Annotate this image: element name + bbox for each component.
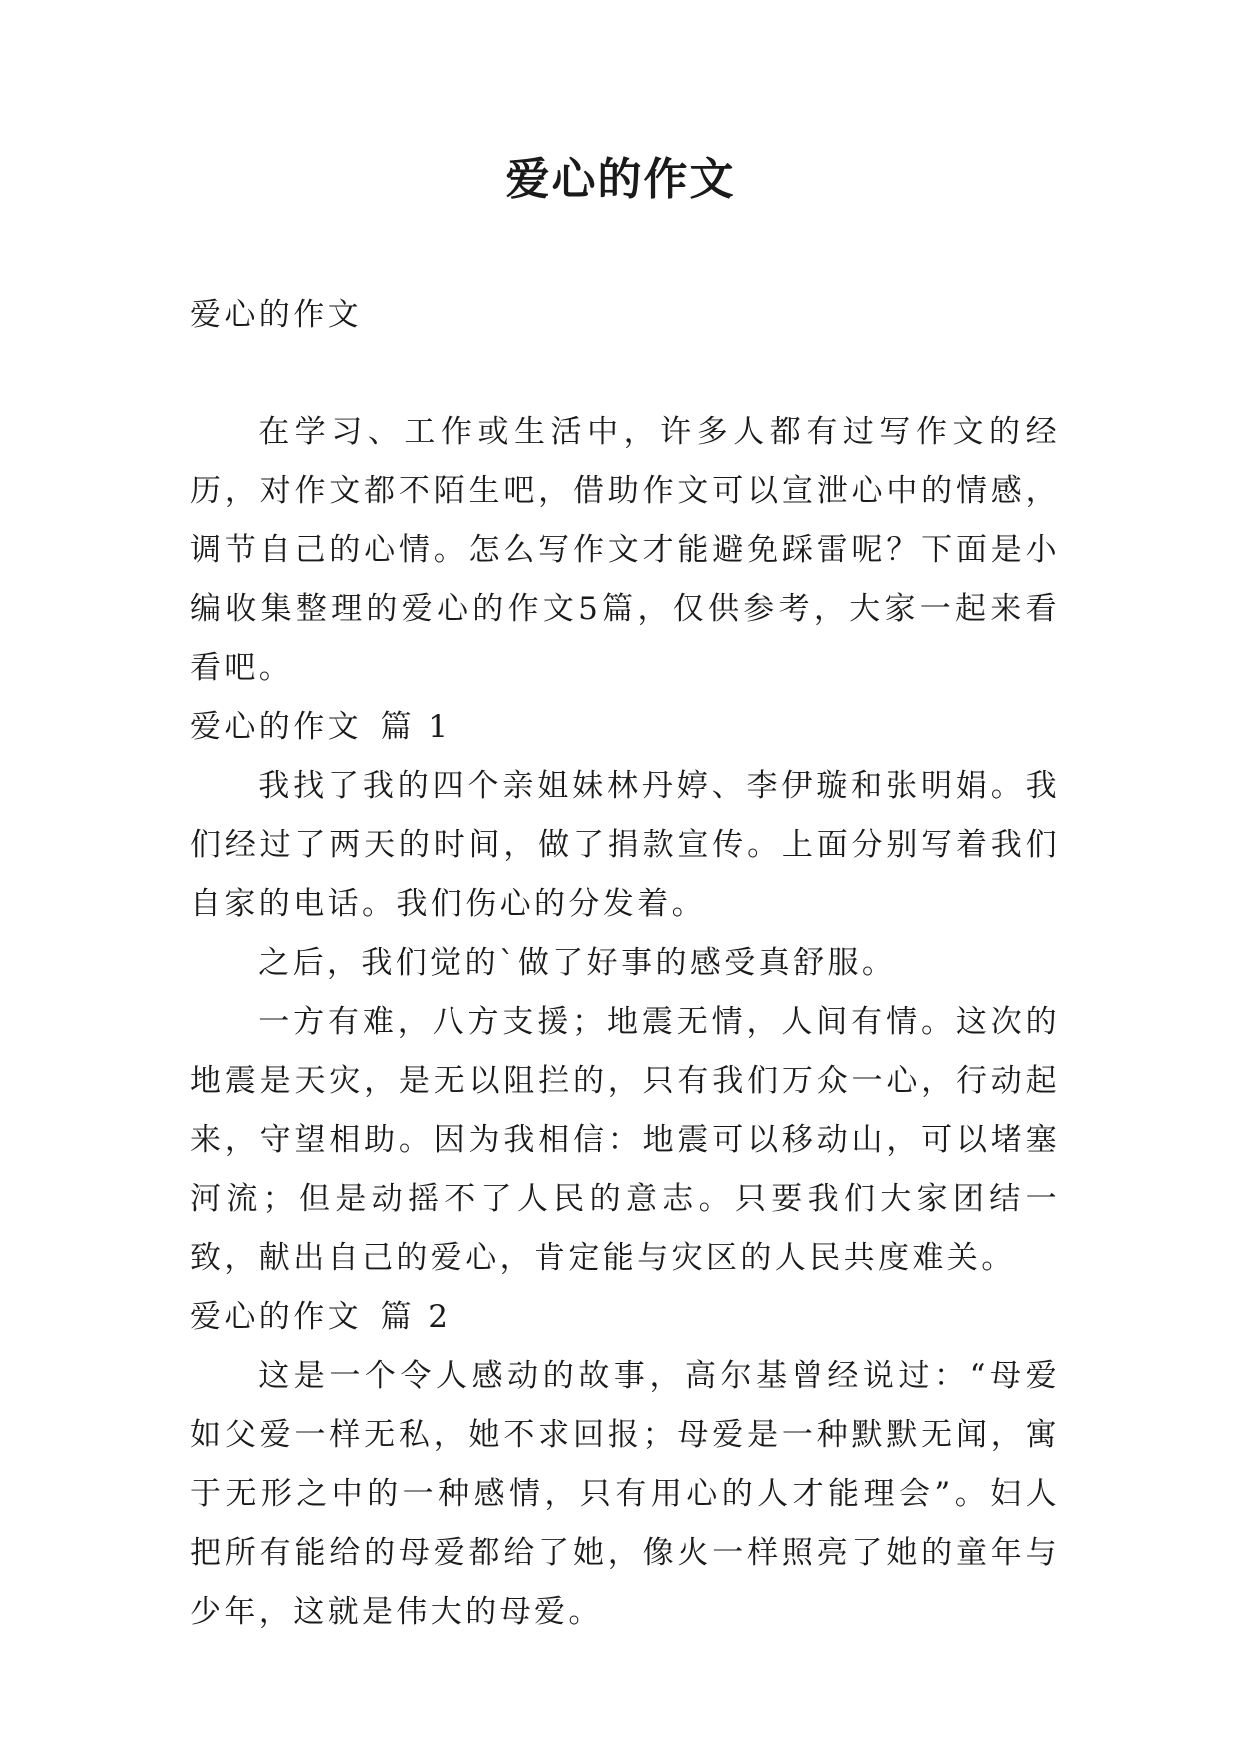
document-title: 爱心的作文 <box>505 154 736 205</box>
section-paragraph: 这是一个令人感动的故事，高尔基曾经说过：“母爱如父爱一样无私，她不求回报；母爱是一种默默无闻，寓于无形之中的一种感情，只有用心的人才能理会”。妇人把所有能给的母爱都给了她，像火一样照亮了她的童年与少年，这就是伟大的母爱。 <box>190 1358 1060 1630</box>
section-heading-text: 爱心的作文 <box>190 1299 362 1335</box>
section-1 <box>190 698 1060 1288</box>
section-paragraph: 一方有难，八方支援；地震无情，人间有情。这次的地震是天灾，是无以阻拦的，只有我们万众一心，行动起来，守望相助。因为我相信：地震可以移动山，可以堵塞河流；但是动摇不了人民的意志。只要我们大家团结一致，献出自己的爱心，肯定能与灾区的人民共度难关。 <box>190 1004 1060 1276</box>
section-paragraph: 之后，我们觉的`做了好事的感受真舒服。 <box>258 945 897 981</box>
section-heading <box>190 698 1060 757</box>
section-heading <box>190 1288 1060 1347</box>
document-subtitle: 爱心的作文 <box>190 297 362 333</box>
intro-paragraph: 在学习、工作或生活中，许多人都有过写作文的经历，对作文都不陌生吧，借助作文可以宣泄心中的情感，调节自己的心情。怎么写作文才能避免踩雷呢？下面是小编收集整理的爱心的作文5篇，仅供参考，大家一起来看看吧。 <box>190 414 1060 686</box>
section-number: 篇 1 <box>380 709 452 745</box>
section-2 <box>190 1288 1060 1642</box>
section-heading-text: 爱心的作文 <box>190 709 362 745</box>
section-paragraph: 我找了我的四个亲姐妹林丹婷、李伊璇和张明娟。我们经过了两天的时间，做了捐款宣传。上面分别写着我们自家的电话。我们伤心的分发着。 <box>190 768 1060 922</box>
section-number: 篇 2 <box>380 1299 452 1335</box>
document-body <box>190 286 1060 1642</box>
